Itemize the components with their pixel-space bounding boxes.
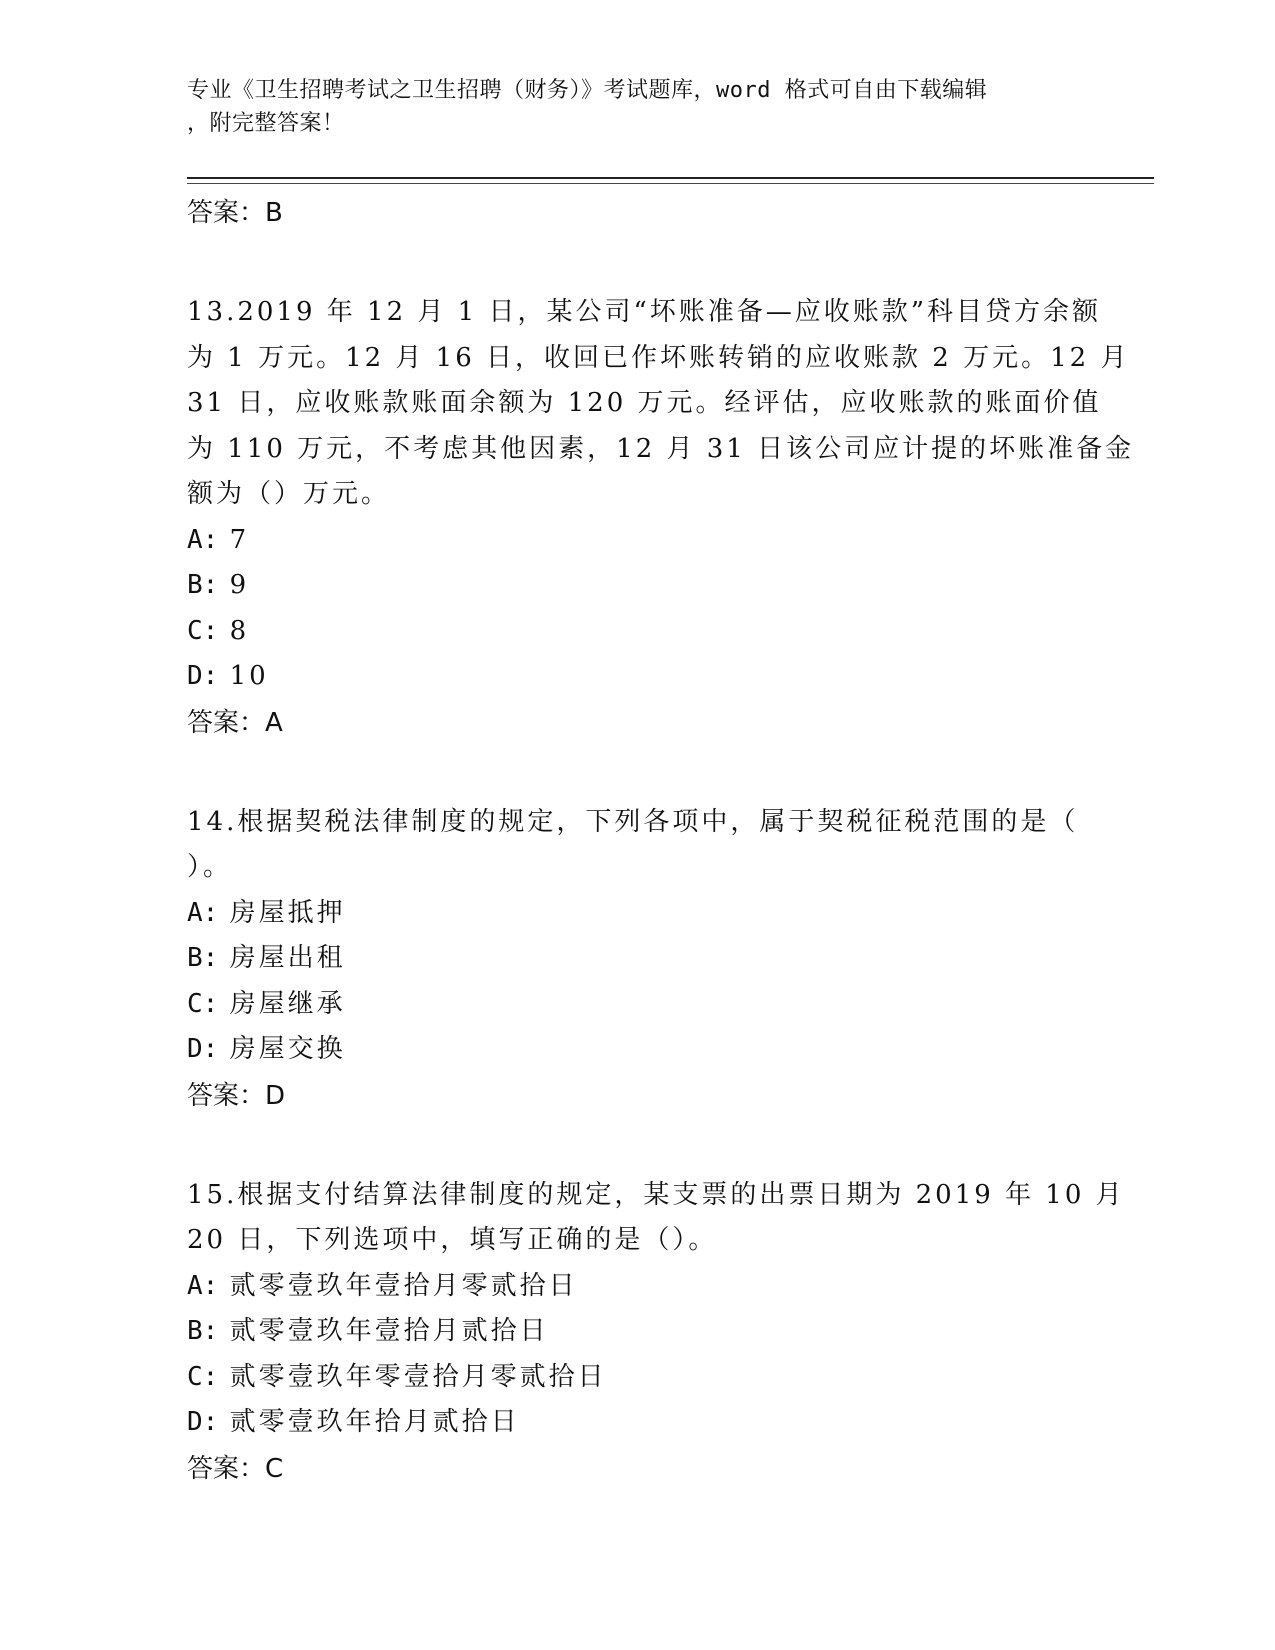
question-line: 为 110 万元，不考虑其他因素，12 月 31 日该公司应计提的坏账准备金: [187, 433, 1135, 464]
answer-14: 答案：D: [187, 1080, 286, 1111]
option-d: [187, 1400, 1087, 1446]
spacer: [187, 1119, 1087, 1173]
option-text: 8: [229, 615, 250, 646]
question-list: [187, 190, 1135, 1492]
document-header: [187, 74, 1067, 140]
question-line: 为 1 万元。12 月 16 日，收回已作坏账转销的应收账款 2 万元。12 月: [187, 342, 1130, 373]
question-line: 31 日，应收账款账面余额为 120 万元。经评估，应收账款的账面价值: [187, 388, 1102, 418]
answer-15: 答案：C: [187, 1453, 284, 1484]
spacer: [187, 236, 1087, 290]
option-text: 10: [229, 661, 269, 691]
option-text: 贰零壹玖年壹拾月贰拾日: [229, 1316, 549, 1346]
spacer: [187, 746, 1087, 800]
option-text: 房屋抵押: [229, 897, 346, 928]
option-key: B:: [187, 943, 219, 973]
option-a: [187, 518, 1087, 564]
header-rule-thick: [187, 177, 1154, 179]
question-15: [187, 1173, 1125, 1264]
option-key: D:: [187, 1034, 219, 1064]
header-rule-thin: [187, 183, 1154, 184]
question-line: 13.2019 年 12 月 1 日，某公司“坏账准备—应收账款”科目贷方余额: [187, 297, 1102, 327]
option-b: [187, 563, 1087, 609]
option-key: C:: [187, 615, 219, 646]
option-text: 房屋继承: [229, 988, 346, 1019]
header-line-1: 专业《卫生招聘考试之卫生招聘（财务）》考试题库，word 格式可自由下载编辑: [187, 78, 988, 103]
option-text: 贰零壹玖年拾月贰拾日: [229, 1407, 520, 1437]
option-a: [187, 891, 1087, 937]
option-key: B:: [187, 570, 219, 600]
option-a: [187, 1264, 1087, 1310]
answer-13: 答案：A: [187, 707, 283, 738]
option-text: 房屋出租: [229, 943, 346, 973]
option-c: [187, 609, 1087, 655]
question-line: 14.根据契税法律制度的规定，下列各项中，属于契税征税范围的是（: [187, 806, 1079, 837]
option-key: D:: [187, 1407, 219, 1437]
option-d: [187, 654, 1087, 700]
option-text: 9: [229, 570, 250, 600]
option-d: [187, 1027, 1087, 1073]
previous-answer: 答案：B: [187, 198, 283, 228]
option-key: C:: [187, 988, 219, 1019]
option-c: [187, 982, 1087, 1028]
header-line-2: ，附完整答案！: [187, 111, 345, 136]
question-14: [187, 800, 1077, 891]
question-line: 20 日，下列选项中，填写正确的是（）。: [187, 1225, 718, 1255]
option-text: 贰零壹玖年零壹拾月零贰拾日: [229, 1361, 607, 1392]
option-key: D:: [187, 661, 219, 691]
option-key: A:: [187, 1270, 219, 1301]
option-text: 7: [229, 524, 250, 555]
option-b: [187, 936, 1087, 982]
option-c: [187, 1355, 1087, 1401]
option-text: 房屋交换: [229, 1034, 346, 1064]
option-key: A:: [187, 524, 219, 555]
option-text: 贰零壹玖年壹拾月零贰拾日: [229, 1270, 578, 1301]
option-key: A:: [187, 897, 219, 928]
question-line: ）。: [187, 852, 233, 882]
option-key: B:: [187, 1316, 219, 1346]
option-b: [187, 1309, 1087, 1355]
question-line: 15.根据支付结算法律制度的规定，某支票的出票日期为 2019 年 10 月: [187, 1179, 1125, 1210]
question-13: [187, 290, 1135, 518]
option-key: C:: [187, 1361, 219, 1392]
question-line: 额为（）万元。: [187, 479, 391, 509]
